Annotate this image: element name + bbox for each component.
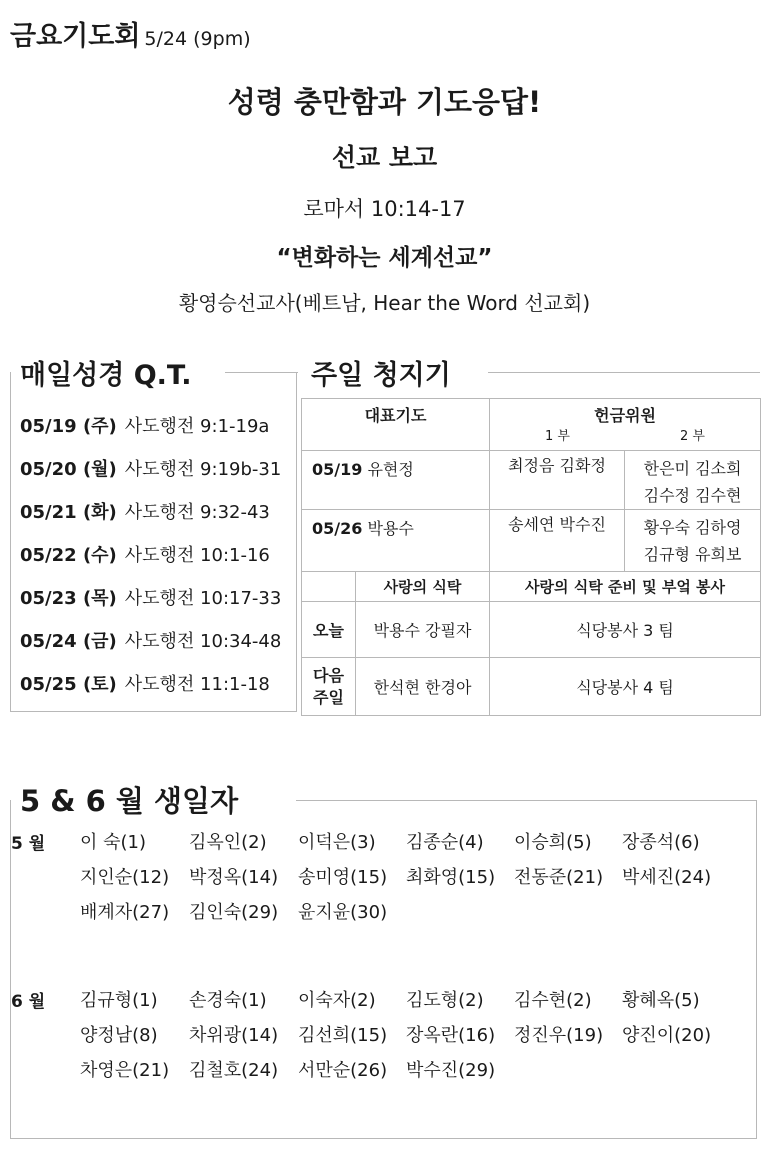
birthday-name: 황혜옥(5) bbox=[622, 990, 700, 1011]
qt-date: 05/21 (화) bbox=[20, 502, 117, 523]
meal-row-label: 오늘 bbox=[302, 602, 356, 658]
qt-passage: 사도행전 10:17-33 bbox=[124, 588, 282, 609]
qt-row bbox=[20, 627, 281, 653]
prayer-cell bbox=[302, 451, 490, 510]
qt-passage: 사도행전 11:1-18 bbox=[124, 674, 270, 695]
offering-2-cell bbox=[625, 451, 761, 510]
meal-service: 식당봉사 3 팀 bbox=[490, 602, 761, 658]
birthday-name: 최화영(15) bbox=[406, 867, 496, 888]
meal-header: 사랑의 식탁 bbox=[356, 572, 490, 602]
qt-row bbox=[20, 670, 270, 696]
birthday-divider bbox=[296, 800, 757, 801]
birthday-name: 장옥란(16) bbox=[406, 1025, 496, 1046]
birthday-name: 이덕은(3) bbox=[298, 832, 376, 853]
birthday-name: 김종순(4) bbox=[406, 832, 484, 853]
birthday-name: 손경숙(1) bbox=[189, 990, 267, 1011]
meal-names: 한석현 한경아 bbox=[356, 658, 490, 716]
table-row bbox=[302, 451, 761, 510]
may-label: 5 월 bbox=[11, 834, 46, 854]
birthday-name: 박정옥(14) bbox=[189, 867, 279, 888]
meal-names: 박용수 강필자 bbox=[356, 602, 490, 658]
birthday-name: 전동준(21) bbox=[514, 867, 604, 888]
qt-row bbox=[20, 498, 270, 524]
qt-passage: 사도행전 9:32-43 bbox=[124, 502, 270, 523]
offering-2-line: 황우숙 김하영 bbox=[643, 518, 742, 537]
qt-date: 05/19 (주) bbox=[20, 416, 117, 437]
prayer-name: 유현정 bbox=[367, 460, 414, 479]
birthday-name: 양진이(20) bbox=[622, 1025, 712, 1046]
qt-passage: 사도행전 10:1-16 bbox=[124, 545, 270, 566]
prayer-header: 대표기도 bbox=[302, 399, 490, 451]
birthday-name: 장종석(6) bbox=[622, 832, 700, 853]
offering-2-line: 한은미 김소희 bbox=[643, 459, 742, 478]
birthday-name: 김선희(15) bbox=[298, 1025, 388, 1046]
page-date: 5/24 (9pm) bbox=[144, 28, 251, 50]
offering-1-cell: 최정음 김화정 bbox=[490, 451, 625, 510]
qt-divider bbox=[225, 372, 298, 373]
offering-header bbox=[490, 399, 761, 451]
qt-date: 05/20 (월) bbox=[20, 459, 117, 480]
meal-row-label-line: 주일 bbox=[313, 687, 344, 707]
birthday-name: 지인순(12) bbox=[80, 867, 170, 888]
meal-row-label bbox=[302, 658, 356, 716]
meal-prep-header: 사랑의 식탁 준비 및 부엌 봉사 bbox=[490, 572, 761, 602]
service-2-label: 2 부 bbox=[680, 429, 705, 444]
qt-date: 05/24 (금) bbox=[20, 631, 117, 652]
birthday-name: 김규형(1) bbox=[80, 990, 158, 1011]
offering-1-cell: 송세연 박수진 bbox=[490, 510, 625, 572]
birthday-name: 차영은(21) bbox=[80, 1060, 170, 1081]
qt-passage: 사도행전 9:1-19a bbox=[124, 416, 270, 437]
table-row bbox=[302, 399, 761, 451]
birthday-name: 정진우(19) bbox=[514, 1025, 604, 1046]
page-title-text: 금요기도회 bbox=[10, 21, 141, 52]
qt-passage: 사도행전 10:34-48 bbox=[124, 631, 282, 652]
birthday-name: 이승희(5) bbox=[514, 832, 592, 853]
birthday-name: 양정남(8) bbox=[80, 1025, 158, 1046]
june-label: 6 월 bbox=[11, 992, 46, 1012]
qt-passage: 사도행전 9:19b-31 bbox=[124, 459, 282, 480]
sunday-date: 05/26 bbox=[312, 519, 363, 538]
qt-row bbox=[20, 584, 281, 610]
qt-title: 매일성경 Q.T. bbox=[20, 353, 198, 392]
birthday-name: 김수현(2) bbox=[514, 990, 592, 1011]
meal-service: 식당봉사 4 팀 bbox=[490, 658, 761, 716]
birthday-name: 김옥인(2) bbox=[189, 832, 267, 853]
prayer-name: 박용수 bbox=[367, 519, 414, 538]
qt-date: 05/23 (목) bbox=[20, 588, 117, 609]
qt-row bbox=[20, 412, 269, 438]
birthday-name: 배계자(27) bbox=[80, 902, 170, 923]
table-row bbox=[302, 510, 761, 572]
offering-2-line: 김규형 유희보 bbox=[643, 545, 742, 564]
page-title bbox=[10, 14, 251, 53]
sermon-quote-title: “변화하는 세계선교” bbox=[276, 245, 493, 271]
qt-date: 05/25 (토) bbox=[20, 674, 117, 695]
offering-header-label: 헌금위원 bbox=[594, 406, 656, 425]
offering-2-cell bbox=[625, 510, 761, 572]
sermon-scripture: 로마서 10:14-17 bbox=[303, 197, 466, 221]
sermon-main-title: 성령 충만함과 기도응답! bbox=[227, 85, 542, 119]
table-row bbox=[302, 572, 761, 602]
birthday-name: 이숙자(2) bbox=[298, 990, 376, 1011]
birthday-name: 김인숙(29) bbox=[189, 902, 279, 923]
sunday-table bbox=[301, 398, 761, 716]
service-1-label: 1 부 bbox=[545, 429, 570, 444]
qt-date: 05/22 (수) bbox=[20, 545, 117, 566]
birthday-name: 윤지윤(30) bbox=[298, 902, 388, 923]
qt-row bbox=[20, 455, 281, 481]
birthday-name: 이 숙(1) bbox=[80, 832, 146, 853]
table-row bbox=[302, 602, 761, 658]
birthday-name: 박세진(24) bbox=[622, 867, 712, 888]
prayer-cell bbox=[302, 510, 490, 572]
sermon-subtitle: 선교 보고 bbox=[331, 143, 438, 172]
sermon-speaker: 황영승선교사(베트남, Hear the Word 선교회) bbox=[178, 291, 591, 315]
birthday-name: 박수진(29) bbox=[406, 1060, 496, 1081]
birthday-title: 5 & 6 월 생일자 bbox=[20, 779, 248, 820]
birthday-name: 차위광(14) bbox=[189, 1025, 279, 1046]
sunday-title: 주일 청지기 bbox=[311, 353, 457, 392]
birthday-name: 서만순(26) bbox=[298, 1060, 388, 1081]
birthday-name: 김철호(24) bbox=[189, 1060, 279, 1081]
sunday-divider bbox=[488, 372, 760, 373]
qt-row bbox=[20, 541, 270, 567]
table-row bbox=[302, 658, 761, 716]
birthday-name: 김도형(2) bbox=[406, 990, 484, 1011]
birthday-name: 송미영(15) bbox=[298, 867, 388, 888]
blank-cell bbox=[302, 572, 356, 602]
meal-row-label-line: 다음 bbox=[313, 665, 344, 685]
sunday-date: 05/19 bbox=[312, 460, 363, 479]
offering-2-line: 김수정 김수현 bbox=[643, 486, 742, 505]
